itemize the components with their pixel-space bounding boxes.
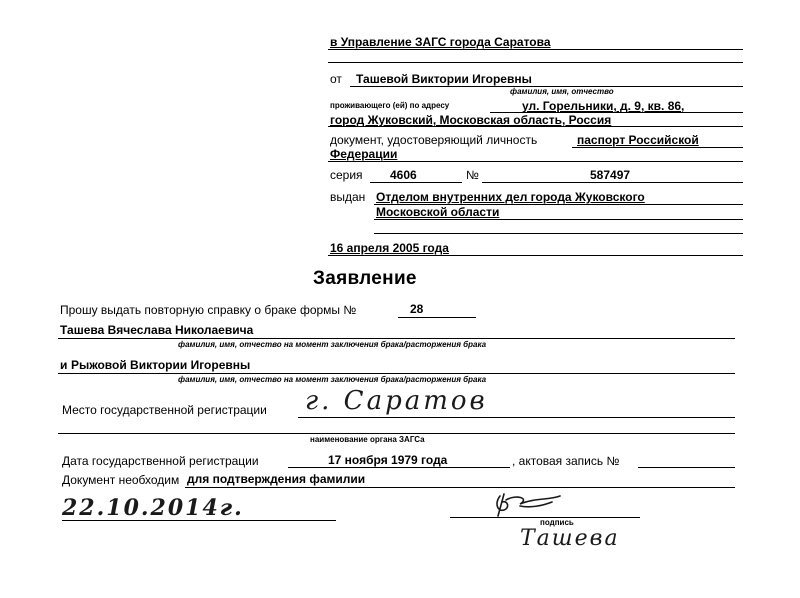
and-label: и xyxy=(60,358,68,372)
issued-by-rule-2 xyxy=(374,219,743,220)
id-doc-label: документ, удостоверяющий личность xyxy=(330,133,538,147)
signature-caption: подпись xyxy=(540,518,574,527)
number-rule xyxy=(482,182,743,183)
spouse-2-caption: фамилия, имя, отчество на момент заключения брака/расторжения брака xyxy=(178,375,487,384)
record-number-rule xyxy=(638,467,735,468)
from-prefix: от xyxy=(330,72,342,86)
issued-date: 16 апреля 2005 года xyxy=(330,241,449,255)
document-title: Заявление xyxy=(313,268,417,289)
id-doc-rule-1 xyxy=(572,147,743,148)
purpose-rule xyxy=(185,487,735,488)
registration-date-rule xyxy=(288,467,510,468)
registration-date-label: Дата государственной регистрации xyxy=(62,454,259,468)
form-number: 28 xyxy=(410,302,424,316)
date-rule xyxy=(62,520,336,521)
series-label: серия xyxy=(330,168,363,182)
blank-line xyxy=(328,62,743,63)
spouse-1-caption: фамилия, имя, отчество на момент заключения брака/расторжения брака xyxy=(178,340,487,349)
request-text: Прошу выдать повторную справку о браке формы № xyxy=(60,303,357,317)
series-value: 4606 xyxy=(390,168,417,182)
number-label: № xyxy=(466,168,479,182)
spouse-1-name: Ташева Вячеслава Николаевича xyxy=(60,323,254,337)
series-rule xyxy=(370,182,462,183)
registration-place-value: г. Саратов xyxy=(305,386,488,416)
spouse-2-name: Рыжовой Виктории Игоревны xyxy=(71,358,251,372)
registration-place-label: Место государственной регистрации xyxy=(62,403,267,417)
zags-rule xyxy=(58,433,735,434)
issued-by-1: Отделом внутренних дел города Жуковского xyxy=(376,190,645,204)
issued-label: выдан xyxy=(330,190,366,204)
purpose-value: для подтверждения фамилии xyxy=(187,472,366,486)
residing-label: проживающего (ей) по адресу xyxy=(330,101,450,110)
addressee: в Управление ЗАГС города Саратова xyxy=(330,35,551,49)
issued-by-2: Московской области xyxy=(376,205,500,219)
handwritten-date: 22.10.2014г. xyxy=(62,495,244,521)
registration-date-value: 17 ноября 1979 года xyxy=(328,453,448,467)
address-line-2: город Жуковский, Московская область, Россия xyxy=(330,113,612,127)
id-doc-value-2: Федерации xyxy=(330,147,398,161)
signature-name: Ташева xyxy=(520,526,620,551)
id-doc-rule-2 xyxy=(328,161,743,162)
registration-place-rule xyxy=(298,417,735,418)
issued-date-rule xyxy=(328,255,743,256)
addressee-line xyxy=(328,49,743,50)
address-line-2-rule xyxy=(328,126,743,127)
purpose-label: Документ необходим xyxy=(62,473,180,487)
zags-caption: наименование органа ЗАГСа xyxy=(310,435,425,444)
issued-blank-rule xyxy=(374,233,743,234)
applicant-name: Ташевой Виктории Игоревны xyxy=(356,72,532,86)
id-doc-value-1: паспорт Российской xyxy=(577,133,699,147)
spouse-2-rule xyxy=(58,373,735,374)
number-value: 587497 xyxy=(590,168,631,182)
form-number-rule xyxy=(398,317,476,318)
applicant-name-caption: фамилия, имя, отчество xyxy=(510,87,614,96)
spouse-1-rule xyxy=(58,338,735,339)
address-line-1: ул. Горельники, д. 9, кв. 86, xyxy=(522,99,685,113)
record-label: , актовая запись № xyxy=(512,454,620,468)
